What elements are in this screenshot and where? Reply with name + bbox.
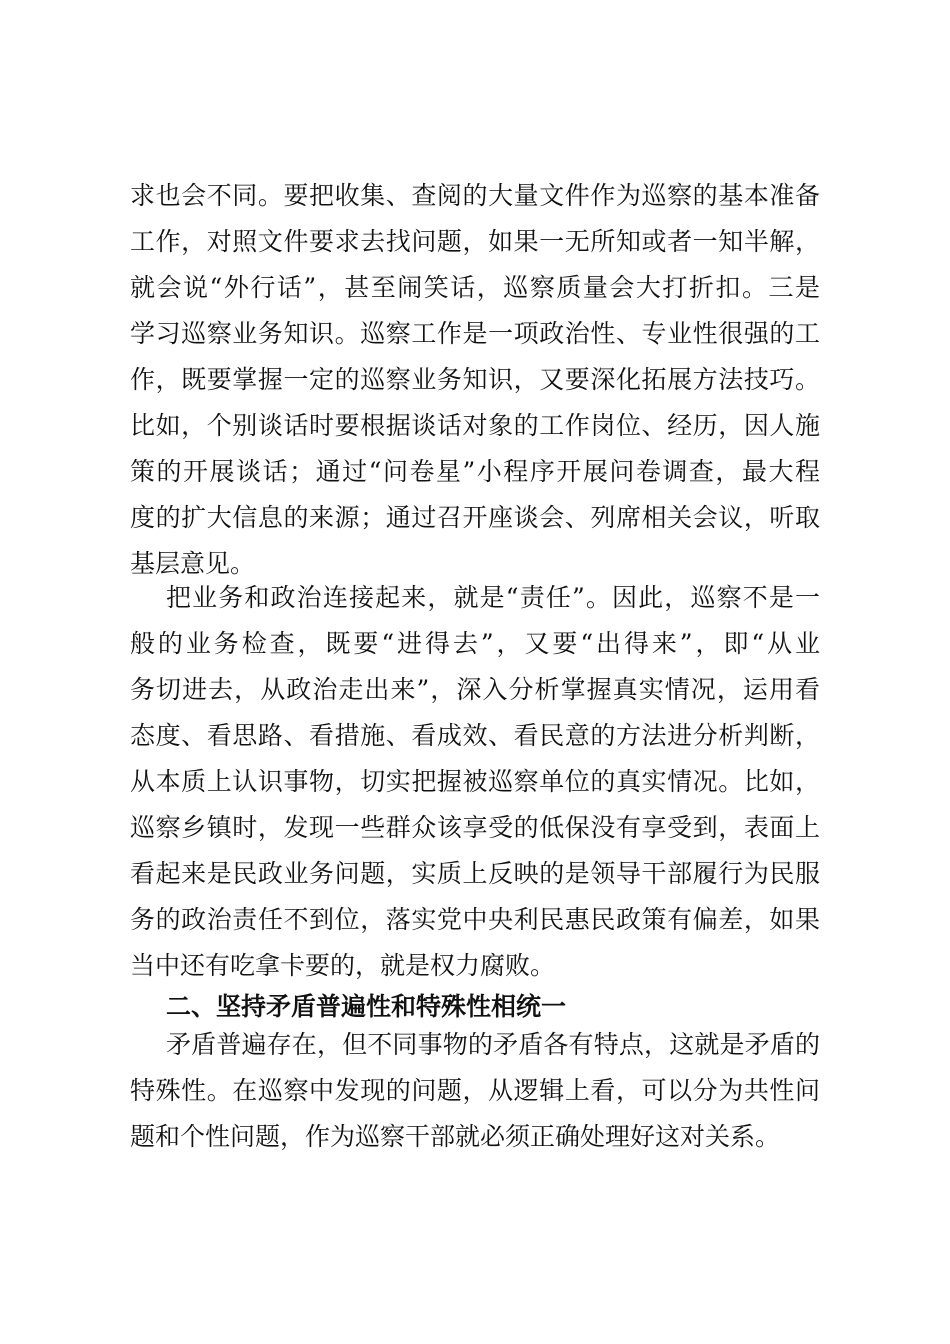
paragraph-2-line: 从本质上认识事物，切实把握被巡察单位的真实情况。比如， (130, 767, 820, 796)
paragraph-1-line: 工作，对照文件要求去找问题，如果一无所知或者一知半解， (130, 227, 820, 256)
paragraph-2-line: 般的业务检查，既要“进得去”，又要“出得来”，即“从业 (130, 629, 820, 658)
paragraph-1-line: 基层意见。 (130, 549, 256, 578)
paragraph-1-line: 策的开展谈话；通过“问卷星”小程序开展问卷调查，最大程 (130, 457, 820, 486)
paragraph-1-line: 学习巡察业务知识。巡察工作是一项政治性、专业性很强的工 (130, 319, 820, 348)
paragraph-1-line: 比如，个别谈话时要根据谈话对象的工作岗位、经历，因人施 (130, 411, 820, 440)
paragraph-3 (130, 1022, 820, 1160)
paragraph-2-line: 当中还有吃拿卡要的，就是权力腐败。 (130, 951, 556, 980)
paragraph-1-line: 求也会不同。要把收集、查阅的大量文件作为巡察的基本准备 (130, 181, 820, 210)
paragraph-2-line: 把业务和政治连接起来，就是“责任”。因此，巡察不是一 (166, 583, 820, 612)
paragraph-2-line: 务切进去，从政治走出来”，深入分析掌握真实情况，运用看 (130, 675, 820, 704)
paragraph-2-line: 看起来是民政业务问题，实质上反映的是领导干部履行为民服 (130, 859, 820, 888)
section-heading-text: 二、坚持矛盾普遍性和特殊性相统一 (166, 992, 567, 1021)
paragraph-2 (130, 575, 820, 989)
paragraph-1-line: 度的扩大信息的来源；通过召开座谈会、列席相关会议，听取 (130, 503, 820, 532)
paragraph-1-line: 就会说“外行话”，甚至闹笑话，巡察质量会大打折扣。三是 (130, 273, 820, 302)
paragraph-3-line: 题和个性问题，作为巡察干部就必须正确处理好这对关系。 (130, 1122, 781, 1151)
paragraph-1-line: 作，既要掌握一定的巡察业务知识，又要深化拓展方法技巧。 (130, 365, 820, 394)
paragraph-1 (130, 173, 820, 587)
paragraph-3-line: 矛盾普遍存在，但不同事物的矛盾各有特点，这就是矛盾的 (166, 1030, 820, 1059)
paragraph-2-line: 态度、看思路、看措施、看成效、看民意的方法进分析判断， (130, 721, 820, 750)
paragraph-2-line: 务的政治责任不到位，落实党中央利民惠民政策有偏差，如果 (130, 905, 820, 934)
paragraph-2-line: 巡察乡镇时，发现一些群众该享受的低保没有享受到，表面上 (130, 813, 820, 842)
paragraph-3-line: 特殊性。在巡察中发现的问题，从逻辑上看，可以分为共性问 (130, 1076, 820, 1105)
